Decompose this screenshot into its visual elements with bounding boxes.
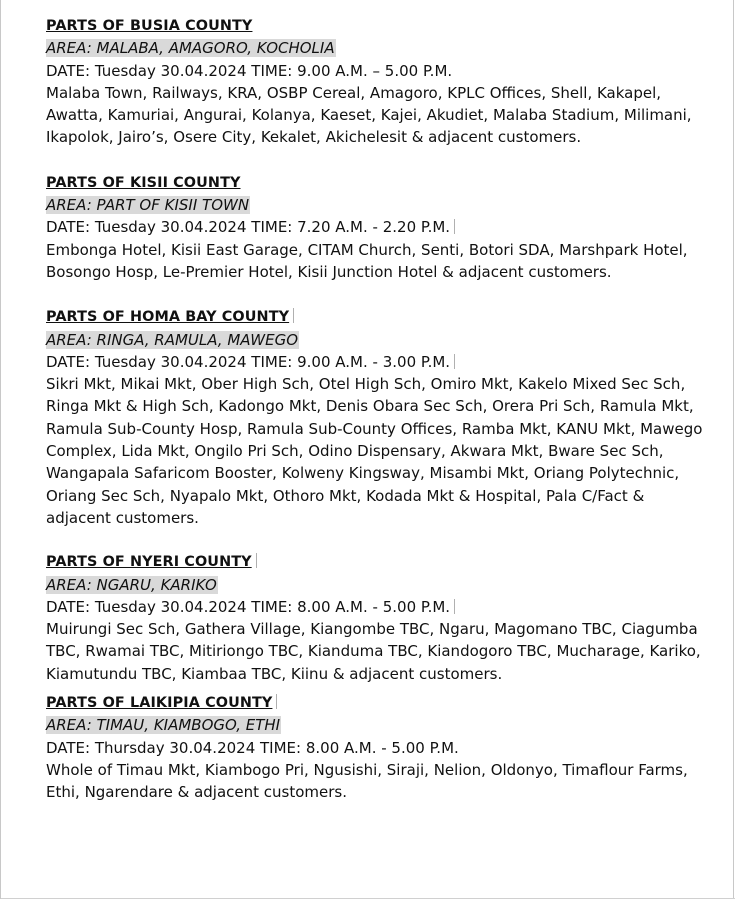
section-details: Whole of Timau Mkt, Kiambogo Pri, Ngusishi, Siraji, Nelion, Oldonyo, Timaflour Farms, Ethi, Ngarendare & adjacent customers. <box>46 760 688 802</box>
section-area: AREA: MALABA, AMAGORO, KOCHOLIA <box>46 39 335 58</box>
section-details: Muirungi Sec Sch, Gathera Village, Kiangombe TBC, Ngaru, Magomano TBC, Ciagumba TBC, Rwamai TBC, Mitiriongo TBC, Kianduma TBC, Kiandogoro TBC, Mucharage, Kariko, Kiamutundu TBC, Kiambaa TBC, Kiinu & adjacent customers. <box>46 620 701 683</box>
document-body <box>46 14 706 804</box>
section-date: DATE: Tuesday 30.04.2024 TIME: 9.00 A.M. – 5.00 P.M. <box>46 61 453 80</box>
section-area: AREA: RINGA, RAMULA, MAWEGO <box>46 330 299 349</box>
edit-mark <box>256 553 257 568</box>
section-busia <box>46 14 706 149</box>
section-area: AREA: TIMAU, KIAMBOGO, ETHI <box>46 716 281 735</box>
edit-mark <box>293 308 294 323</box>
section-date: DATE: Tuesday 30.04.2024 TIME: 9.00 A.M. - 3.00 P.M. <box>46 352 451 371</box>
section-area: AREA: PART OF KISII TOWN <box>46 196 250 215</box>
section-date: DATE: Thursday 30.04.2024 TIME: 8.00 A.M. - 5.00 P.M. <box>46 738 459 757</box>
section-area: AREA: NGARU, KARIKO <box>46 575 217 594</box>
section-details: Malaba Town, Railways, KRA, OSBP Cereal, Amagoro, KPLC Offices, Shell, Kakapel, Awatta, Kamuriai, Angurai, Kolanya, Kaeset, Kajei, Akudiet, Malaba Stadium, Milimani, Ikapolok, Jairo’s, Osere City, Kekalet, Akichelesit & adjacent customers. <box>46 83 692 147</box>
section-date: DATE: Tuesday 30.04.2024 TIME: 7.20 A.M. - 2.20 P.M. <box>46 218 451 237</box>
section-heading: PARTS OF LAIKIPIA COUNTY <box>46 695 273 712</box>
section-heading: PARTS OF BUSIA COUNTY <box>46 18 253 34</box>
section-heading: PARTS OF HOMA BAY COUNTY <box>46 309 290 326</box>
section-date: DATE: Tuesday 30.04.2024 TIME: 8.00 A.M. - 5.00 P.M. <box>46 597 451 616</box>
section-details: Sikri Mkt, Mikai Mkt, Ober High Sch, Otel High Sch, Omiro Mkt, Kakelo Mixed Sec Sch, Ringa Mkt & High Sch, Kadongo Mkt, Denis Obara Sec Sch, Orera Pri Sch, Ramula Mkt, Ramula Sub-County Hosp, Ramula Sub-County Offices, Ramba Mkt, KANU Mkt, Mawego Complex, Lida Mkt, Ongilo Pri Sch, Odino Dispensary, Akwara Mkt, Bware Sec Sch, Wangapala Safaricom Booster, Kolweny Kingsway, Misambi Mkt, Oriang Polytechnic, Oriang Sec Sch, Nyapalo Mkt, Othoro Mkt, Kodada Mkt & Hospital, Pala C/Fact & adjacent customers. <box>46 375 703 527</box>
section-heading: PARTS OF NYERI COUNTY <box>46 554 252 571</box>
section-homa-bay <box>46 305 706 529</box>
section-kisii <box>46 171 706 283</box>
edit-mark <box>454 354 455 369</box>
edit-mark <box>276 694 277 709</box>
edit-mark <box>454 219 455 234</box>
section-details: Embonga Hotel, Kisii East Garage, CITAM Church, Senti, Botori SDA, Marshpark Hotel, Bosongo Hosp, Le-Premier Hotel, Kisii Junction Hotel & adjacent customers. <box>46 240 688 281</box>
section-laikipia <box>46 691 706 803</box>
section-heading: PARTS OF KISII COUNTY <box>46 174 241 191</box>
section-nyeri <box>46 550 706 685</box>
edit-mark <box>454 599 455 614</box>
